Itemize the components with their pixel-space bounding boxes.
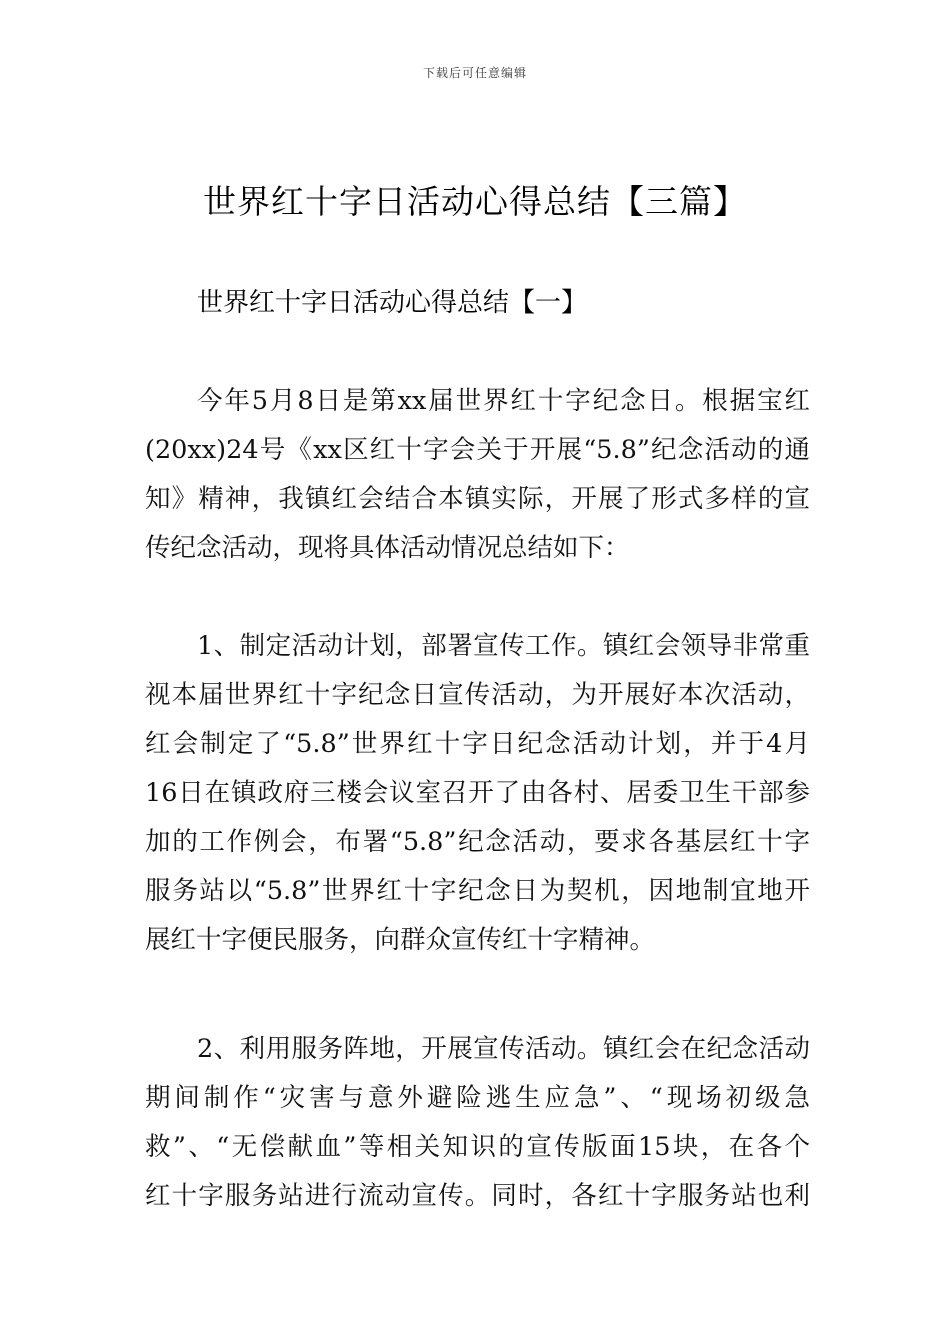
header-note: 下载后可任意编辑 (422, 66, 527, 80)
paragraph-line: 2、利用服务阵地，开展宣传活动。镇红会在纪念活动 (197, 1034, 810, 1064)
paragraph-line: 期间制作“灾害与意外避险逃生应急”、“现场初级急 (145, 1083, 810, 1113)
paragraph-line: 传纪念活动，现将具体活动情况总结如下： (145, 533, 630, 563)
document-title: 世界红十字日活动心得总结【三篇】 (203, 182, 747, 221)
paragraph-line: 视本届世界红十字纪念日宣传活动，为开展好本次活动， (145, 680, 810, 710)
paragraph-line: 知》精神，我镇红会结合本镇实际，开展了形式多样的宣 (145, 484, 810, 514)
paragraph-3 (145, 1025, 810, 1221)
paragraph-line: 1、制定活动计划，部署宣传工作。镇红会领导非常重 (197, 631, 810, 661)
paragraph-2 (145, 622, 810, 965)
paragraph-line: 16日在镇政府三楼会议室召开了由各村、居委卫生干部参 (145, 778, 810, 808)
section-heading: 世界红十字日活动心得总结【一】 (197, 288, 588, 318)
paragraph-line: 红十字服务站进行流动宣传。同时，各红十字服务站也利 (145, 1181, 810, 1211)
paragraph-line: 加的工作例会，布署“5.8”纪念活动，要求各基层红十字 (145, 827, 810, 857)
paragraph-line: (20xx)24号《xx区红十字会关于开展“5.8”纪念活动的通 (145, 435, 810, 465)
paragraph-line: 红会制定了“5.8”世界红十字日纪念活动计划，并于4月 (145, 729, 810, 759)
paragraph-line: 服务站以“5.8”世界红十字纪念日为契机，因地制宜地开 (145, 876, 810, 906)
paragraph-line: 展红十字便民服务，向群众宣传红十字精神。 (145, 925, 656, 955)
paragraph-line: 救”、“无偿献血”等相关知识的宣传版面15块，在各个 (145, 1132, 810, 1162)
paragraph-1 (145, 377, 810, 573)
paragraph-line: 今年5月8日是第xx届世界红十字纪念日。根据宝红 (197, 386, 810, 416)
